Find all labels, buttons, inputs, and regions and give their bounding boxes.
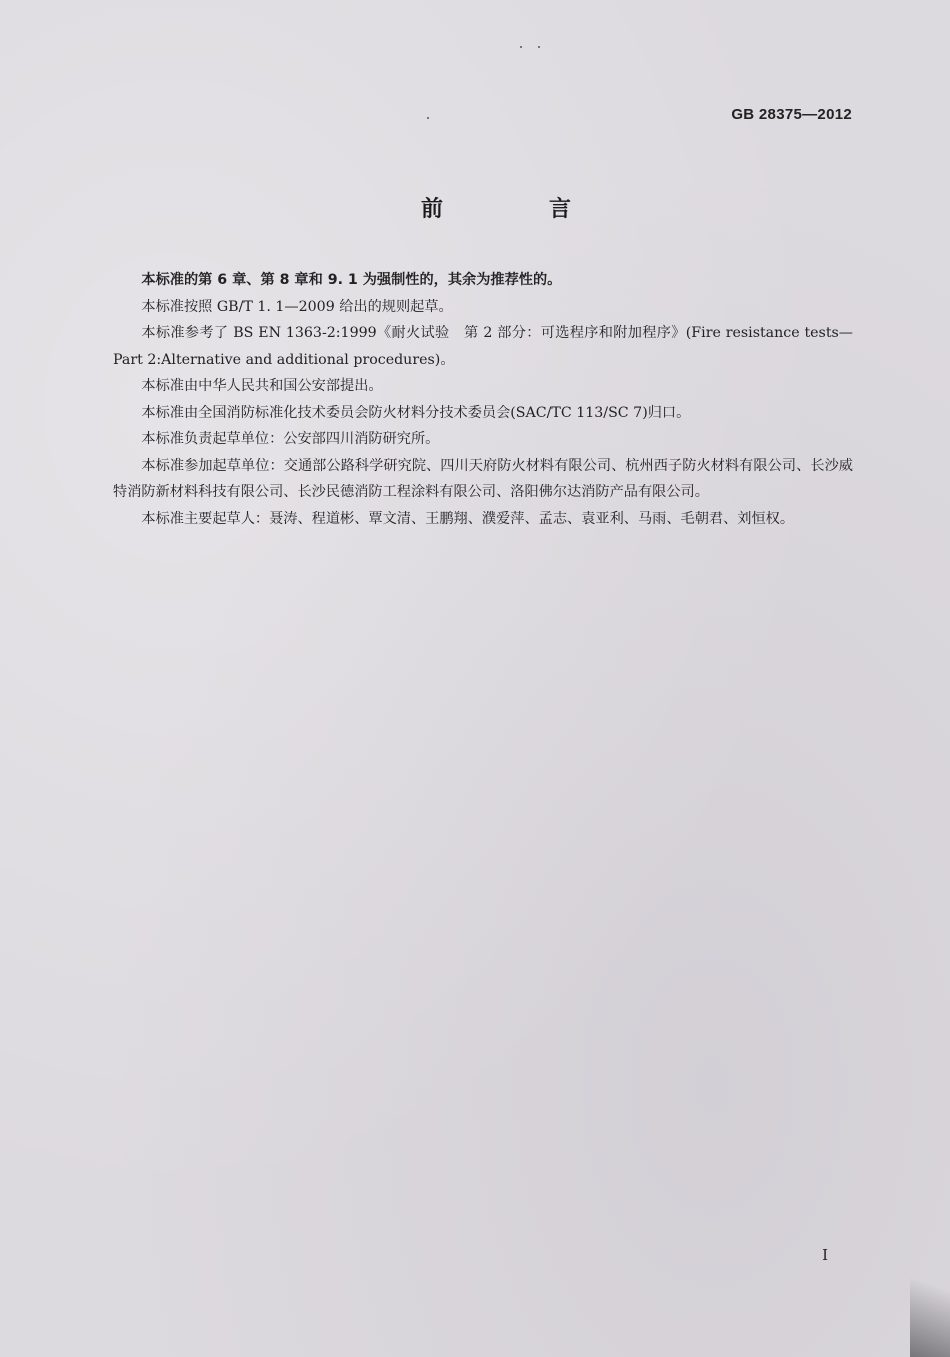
paragraph-proposer: 本标准由中华人民共和国公安部提出。 [141,378,383,394]
page-corner-shadow [910,1237,950,1357]
paragraph-committee: 本标准由全国消防标准化技术委员会防火材料分技术委员会(SAC/TC 113/SC 7)归口。 [141,404,691,421]
document-body [113,267,853,532]
scan-speck [427,117,429,119]
scan-speck [520,46,522,48]
paragraph-drafting-rules: 本标准按照 GB/T 1. 1—2009 给出的规则起草。 [141,298,453,315]
paragraph-main-drafters: 本标准主要起草人：聂涛、程道彬、覃文清、王鹏翔、濮爱萍、孟志、袁亚利、马雨、毛朝君、刘恒权。 [141,510,795,527]
page-number: I [822,1246,828,1264]
paragraph-participating-units: 本标准参加起草单位：交通部公路科学研究院、四川天府防火材料有限公司、杭州西子防火材料有限公司、长沙威特消防新材料科技有限公司、长沙民德消防工程涂料有限公司、洛阳佛尔达消防产品有限公司。 [113,457,853,500]
standard-code: GB 28375—2012 [731,106,852,123]
paragraph-mandatory-clauses: 本标准的第 6 章、第 8 章和 9. 1 为强制性的，其余为推荐性的。 [141,272,562,288]
paragraph-lead-drafter-unit: 本标准负责起草单位：公安部四川消防研究所。 [141,431,440,447]
scan-speck [538,46,540,48]
page-title: 前 言 [420,197,613,222]
paragraph-reference-standard: 本标准参考了 BS EN 1363-2:1999《耐火试验 第 2 部分：可选程序和附加程序》(Fire resistance tests—Part 2:Alternative and additional procedures)。 [113,325,853,368]
